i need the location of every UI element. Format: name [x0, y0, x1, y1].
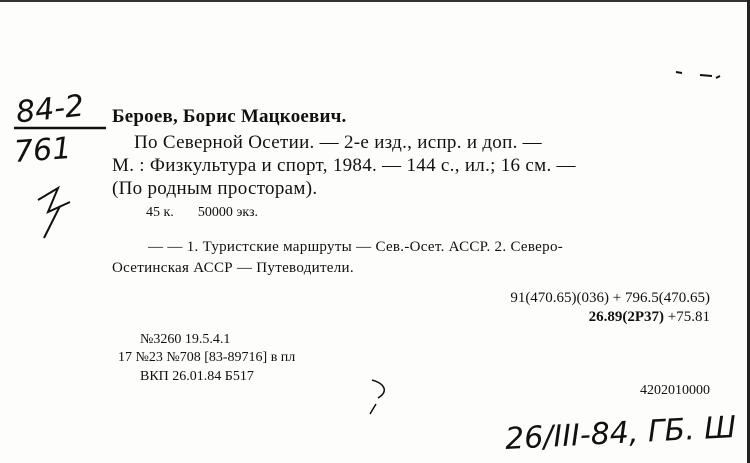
price: 45 к. — [146, 205, 174, 220]
classification-bbk-rest: +75.81 — [667, 309, 710, 325]
classification-bbk-bold: 26.89(2Р37) — [588, 309, 665, 325]
series-statement: (По родным просторам). — [112, 178, 318, 199]
pencil-mark — [370, 380, 384, 414]
subject-headings-line2: Осетинская АССР — Путеводители. — [112, 260, 354, 276]
subject-headings-line1: — — 1. Туристские маршруты — Сев.-Осет. АССР. 2. Северо- — [148, 239, 564, 255]
print-run: 50000 экз. — [197, 205, 258, 220]
registry-line2: 17 №23 №708 [83-89716] в пл — [118, 350, 296, 365]
classification-udc: 91(470.65)(036) + 796.5(470.65) — [510, 290, 710, 306]
author-heading: Бероев, Борис Мацкоевич. — [112, 106, 347, 127]
classification-bbk — [589, 309, 710, 326]
corner-specks — [676, 72, 720, 78]
handwritten-date: 26/III-84, ГБ. Ш — [504, 409, 738, 458]
registry-line1: №3260 19.5.4.1 — [140, 332, 231, 347]
handwritten-shelf-mark-top: 84-2 — [14, 88, 86, 131]
imprint-statement: М. : Физкультура и спорт, 1984. — 144 с., ил.; 16 см. — — [112, 155, 576, 176]
handwritten-tick — [38, 188, 70, 238]
catalog-code: 4202010000 — [640, 383, 710, 398]
price-line — [146, 205, 258, 221]
title-statement: По Северной Осетии. — 2-е изд., испр. и доп. — — [134, 132, 542, 153]
registry-line3: ВКП 26.01.84 Б517 — [140, 369, 254, 384]
handwritten-shelf-mark-bottom: 761 — [12, 131, 73, 170]
